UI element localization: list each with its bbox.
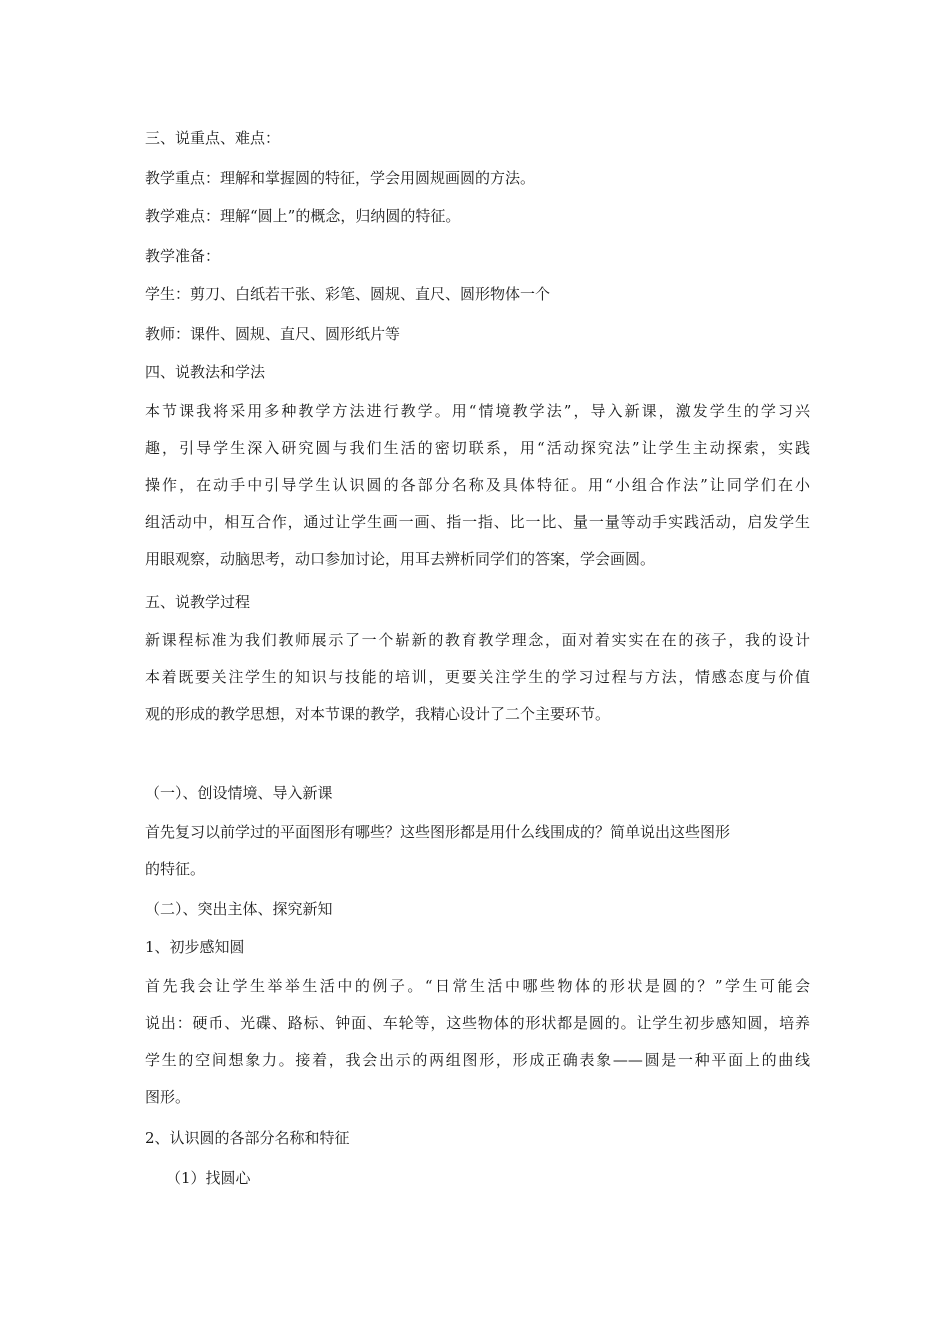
sub1-line: 学生的空间想象力。接着，我会出示的两组图形，形成正确表象——圆是一种平面上的曲线	[145, 1051, 810, 1069]
difficult-point-text: 教学难点：理解“圆上”的概念，归纳圆的特征。	[145, 207, 461, 225]
section-heading-3: 三、说重点、难点：	[145, 129, 281, 147]
step1-paragraph	[145, 814, 810, 888]
sub1-line: 图形。	[145, 1088, 191, 1106]
sub2-item-1: （1）找圆心	[166, 1169, 251, 1187]
methods-line: 操作，在动手中引导学生认识圆的各部分名称及具体特征。用“小组合作法”让同学们在小	[145, 476, 810, 494]
process-line: 观的形成的教学思想，对本节课的教学，我精心设计了二个主要环节。	[145, 705, 611, 723]
sub1-paragraph	[145, 968, 810, 1116]
section-heading-5: 五、说教学过程	[145, 593, 251, 611]
process-line: 新课程标准为我们教师展示了一个崭新的教育教学理念，面对着实实在在的孩子，我的设计	[145, 631, 810, 649]
step2-title: （二）、突出主体、探究新知	[145, 900, 333, 918]
methods-line: 组活动中，相互合作，通过让学生画一画、指一指、比一比、量一量等动手实践活动，启发学生	[145, 513, 810, 531]
step1-line: 首先复习以前学过的平面图形有哪些？这些图形都是用什么线围成的？简单说出这些图形	[145, 823, 731, 841]
process-paragraph	[145, 622, 810, 733]
section-heading-4: 四、说教法和学法	[145, 363, 266, 381]
methods-line: 趣，引导学生深入研究圆与我们生活的密切联系，用“活动探究法”让学生主动探索，实践	[145, 439, 810, 457]
methods-line: 用眼观察，动脑思考，动口参加讨论，用耳去辨析同学们的答案，学会画圆。	[145, 550, 656, 568]
methods-line: 本节课我将采用多种教学方法进行教学。用“情境教学法”，导入新课，激发学生的学习兴	[145, 402, 810, 420]
preparation-student: 学生：剪刀、白纸若干张、彩笔、圆规、直尺、圆形物体一个	[145, 285, 551, 303]
step1-line: 的特征。	[145, 860, 206, 878]
sub2-title: 2、认识圆的各部分名称和特征	[145, 1129, 350, 1147]
preparation-title: 教学准备：	[145, 247, 221, 265]
sub1-line: 首先我会让学生举举生活中的例子。“日常生活中哪些物体的形状是圆的？”学生可能会	[145, 977, 810, 995]
sub1-line: 说出：硬币、光碟、路标、钟面、车轮等，这些物体的形状都是圆的。让学生初步感知圆，培养	[145, 1014, 810, 1032]
preparation-teacher: 教师：课件、圆规、直尺、圆形纸片等	[145, 325, 401, 343]
process-line: 本着既要关注学生的知识与技能的培训，更要关注学生的学习过程与方法，情感态度与价值	[145, 668, 810, 686]
step1-title: （一）、创设情境、导入新课	[145, 784, 333, 802]
methods-paragraph	[145, 393, 810, 578]
sub1-title: 1、初步感知圆	[145, 938, 245, 956]
key-point-text: 教学重点：理解和掌握圆的特征，学会用圆规画圆的方法。	[145, 169, 536, 187]
